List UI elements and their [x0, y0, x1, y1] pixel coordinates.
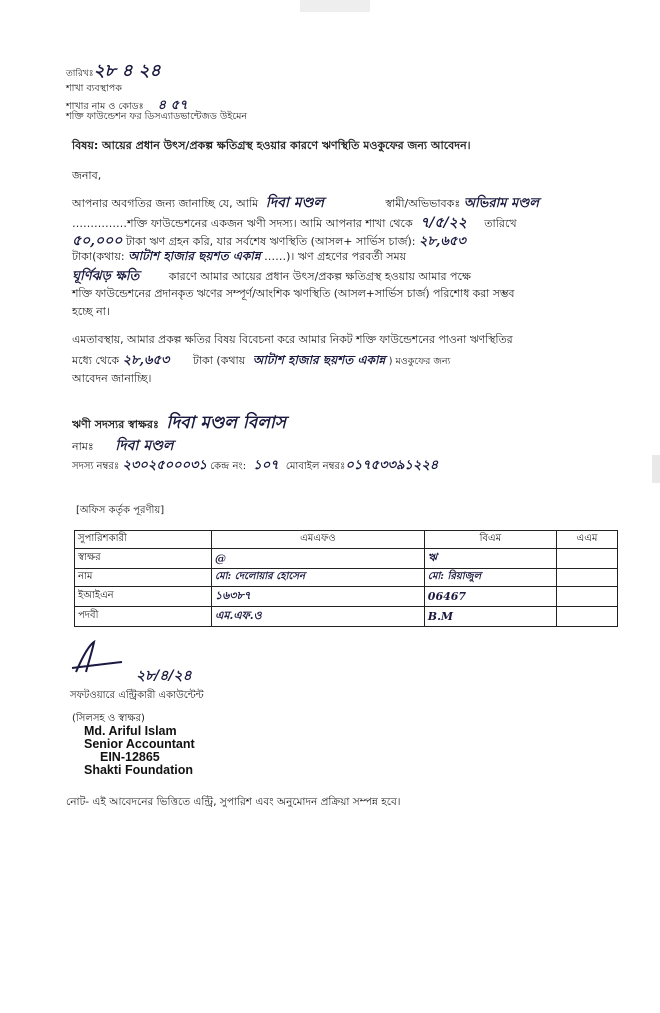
- row-label: নাম: [75, 569, 212, 587]
- stamp-ein: EIN-12865: [100, 750, 160, 764]
- body-text: তারিখে: [484, 217, 517, 230]
- body-line-7: হচ্ছে না।: [72, 305, 110, 318]
- subject-line: বিষয়: আয়ের প্রধান উৎস/প্রকল্প ক্ষতিগ্রস্থ হওয়ার কারণে ঋণস্থিতি মওকুফের জন্য আবেদন।: [72, 139, 471, 152]
- mfo-designation: এম.এফ.ও: [212, 607, 425, 627]
- member-id-value: ২৩০২৫০০০৩১: [122, 458, 207, 473]
- table-row: [75, 569, 618, 587]
- bm-designation: B.M: [424, 607, 556, 627]
- accountant-signature-mark: [68, 638, 128, 678]
- am-ein: [557, 587, 618, 607]
- member-id-line: [72, 456, 438, 477]
- name-label: নামঃ: [72, 440, 94, 453]
- seal-note: (সিলসহ ও স্বাক্ষর): [72, 713, 145, 724]
- accountant-role: সফটওয়ারে এন্ট্রিকারী একাউন্টেন্ট: [70, 690, 204, 701]
- mfo-signature: @: [212, 549, 425, 569]
- signature-label: ঋণী সদস্যর স্বাক্ষরঃ: [72, 418, 159, 431]
- member-signature: দিবা মণ্ডল বিলাস: [166, 413, 287, 433]
- row-label: পদবী: [75, 607, 212, 627]
- body-text: আপনার অবগতির জন্য জানাচ্ছি যে, আমি: [72, 197, 259, 210]
- amount-words-handwritten: আটাশ হাজার ছয়শত একান্ন: [128, 249, 261, 263]
- centre-label: কেন্দ্র নং:: [210, 461, 247, 472]
- bm-ein: 06467: [424, 587, 556, 607]
- loan-date-handwritten: ৭/৫/২২: [420, 215, 467, 231]
- body-text: টাকা(কথায়:: [72, 250, 125, 263]
- waiver-words-handwritten: আটাশ হাজার ছয়শত একান্ন: [252, 353, 386, 367]
- stamp-name: Md. Ariful Islam: [84, 724, 177, 738]
- scan-artifact: [652, 455, 660, 483]
- loan-balance-handwritten: ২৮,৬৫৩: [419, 234, 466, 249]
- am-signature: [557, 549, 618, 569]
- body-text: মধ্যে থেকে: [72, 354, 120, 367]
- branch-label: শাখার নাম ও কোডঃ: [66, 101, 144, 112]
- mobile-value: ০১৭৫৩৩৯১২২৪: [345, 458, 439, 473]
- reason-handwritten: ঘূর্ণিঝড় ক্ষতি: [72, 269, 140, 284]
- footer-note: নোট- এই আবেদনের ভিত্তিতে এন্ট্রি, সুপারিশ এবং অনুমোদন প্রক্রিয়া সম্পন্ন হবে।: [66, 796, 401, 808]
- date-label: তারিখঃ: [66, 69, 94, 79]
- col-header-am: এএম: [557, 531, 618, 549]
- table-row: [75, 549, 618, 569]
- addressee: শাখা ব্যবস্থাপক: [66, 83, 122, 94]
- row-label: স্বাক্ষর: [75, 549, 212, 569]
- centre-value: ১০৭: [253, 458, 279, 473]
- table-row: [75, 607, 618, 627]
- body-text: টাকা (কথায়: [192, 354, 246, 367]
- table-header-row: [75, 531, 618, 549]
- col-header-mfo: এমএফও: [212, 531, 425, 549]
- bm-signature: ঋ: [424, 549, 556, 569]
- body-text: ……………শক্তি ফাউন্ডেশনের একজন ঋণী সদস্য। আমি আপনার শাখা থেকে: [72, 217, 413, 230]
- office-table: [74, 530, 618, 627]
- row-label: ইআইএন: [75, 587, 212, 607]
- accountant-stamp: [84, 725, 195, 777]
- col-header-recommender: সুপারিশকারী: [75, 531, 212, 549]
- body-text: স্বামী/অভিভাবকঃ: [385, 197, 461, 210]
- member-name-handwritten: দিবা মণ্ডল: [265, 195, 324, 211]
- bm-name: মো: রিয়াজুল: [424, 569, 556, 587]
- office-section-title: [অফিস কর্তৃক পূরণীয়]: [76, 505, 165, 516]
- body-line-6: শক্তি ফাউন্ডেশনের প্রদানকৃত ঋণের সম্পূর্ণ/আংশিক ঋণস্থিতি (আসল+সার্ভিস চার্জ) পরিশোধ করা সম্ভব: [72, 287, 515, 300]
- loan-amount-handwritten: ৫০,০০০: [72, 233, 123, 249]
- member-id-label: সদস্য নম্বরঃ: [72, 461, 120, 472]
- branch-value: ৪ ৫৭: [157, 98, 188, 113]
- scan-artifact: [300, 0, 370, 12]
- mfo-ein: ১৬৩৮৭: [212, 587, 425, 607]
- body-p2-line-3: আবেদন জানাচ্ছি।: [72, 372, 152, 385]
- body-text: টাকা ঋণ গ্রহন করি, যার সর্বশেষ ঋণস্থিতি (আসল+ সার্ভিস চার্জ):: [125, 235, 416, 248]
- salutation: জনাব,: [72, 169, 102, 182]
- guardian-name-handwritten: অভিরাম মণ্ডল: [463, 196, 539, 211]
- am-name: [557, 569, 618, 587]
- body-p2-line-2: [72, 351, 450, 372]
- table-row: [75, 587, 618, 607]
- body-text: ……)। ঋণ গ্রহণের পরবর্তী সময়: [264, 250, 407, 263]
- mfo-name: মো: দেলোয়ার হোসেন: [212, 569, 425, 587]
- date-value: ২৮ ৪ ২৪: [93, 61, 161, 81]
- member-name-value: দিবা মণ্ডল: [115, 438, 174, 454]
- accountant-sign-date: ২৮/৪/২৪: [136, 668, 192, 684]
- body-text: কারণে আমার আয়ের প্রধান উৎস/প্রকল্প ক্ষতিগ্রস্থ হওয়ায় আমার পক্ষে: [168, 270, 471, 283]
- stamp-org: Shakti Foundation: [84, 763, 194, 777]
- body-line-4: [72, 248, 406, 268]
- member-name-line: [72, 434, 173, 458]
- waiver-amount-handwritten: ২৮,৬৫৩: [122, 353, 170, 368]
- mobile-label: মোবাইল নম্বরঃ: [285, 461, 346, 472]
- am-designation: [557, 607, 618, 627]
- stamp-title: Senior Accountant: [84, 737, 195, 751]
- org-name: শক্তি ফাউন্ডেশন ফর ডিসএ্যাডভান্টেজড উইমেন: [66, 111, 248, 122]
- col-header-bm: বিএম: [424, 531, 556, 549]
- body-text: ) মওকুফের জন্য: [388, 356, 451, 367]
- body-p2-line-1: এমতাবস্থায়, আমার প্রকল্প ক্ষতির বিষয় বিবেচনা করে আমার নিকট শক্তি ফাউন্ডেশনের পাওনা ঋণস্থিতির: [72, 333, 513, 346]
